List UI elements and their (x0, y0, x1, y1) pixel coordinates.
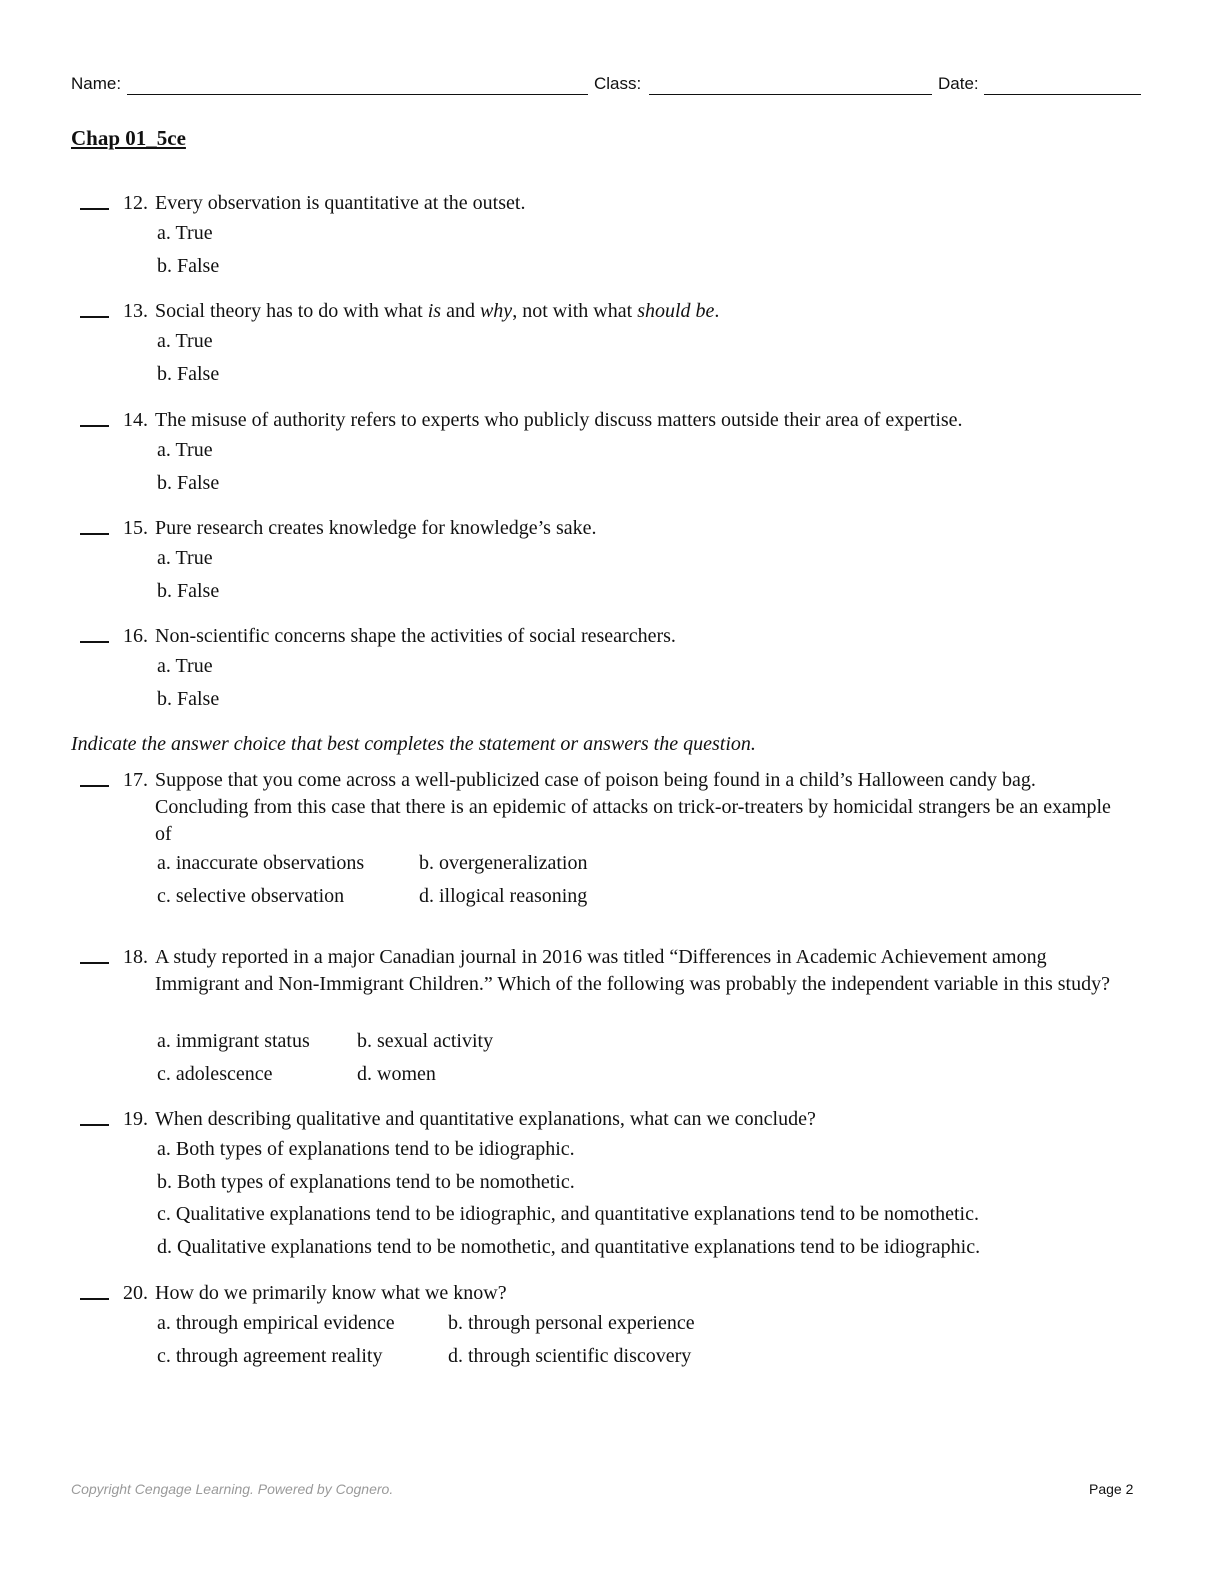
question-number: 17. (123, 769, 148, 791)
question-stem: The misuse of authority refers to experts who publicly discuss matters outside their area of expertise. (155, 409, 963, 431)
answer-blank[interactable] (80, 533, 109, 535)
class-field[interactable] (649, 94, 932, 95)
answer-blank[interactable] (80, 1124, 109, 1126)
date-label: Date: (938, 74, 979, 93)
class-label: Class: (594, 74, 642, 93)
option-c[interactable]: c. adolescence (157, 1063, 273, 1085)
option-a[interactable]: a. True (157, 222, 213, 244)
option-a[interactable]: a. immigrant status (157, 1030, 310, 1052)
name-field[interactable] (127, 94, 588, 95)
option-b[interactable]: b. False (157, 580, 220, 602)
option-d[interactable]: d. women (357, 1063, 436, 1085)
option-b[interactable]: b. through personal experience (448, 1312, 695, 1334)
answer-blank[interactable] (80, 962, 109, 964)
answer-blank[interactable] (80, 208, 109, 210)
option-c[interactable]: c. selective observation (157, 885, 345, 907)
option-b[interactable]: b. False (157, 688, 220, 710)
question-number: 16. (123, 625, 148, 647)
question-number: 19. (123, 1108, 148, 1130)
question-stem: When describing qualitative and quantitative explanations, what can we conclude? (155, 1108, 816, 1130)
question-stem: Every observation is quantitative at the outset. (155, 192, 526, 214)
option-a[interactable]: a. True (157, 330, 213, 352)
name-label: Name: (71, 74, 122, 93)
option-a[interactable]: a. Both types of explanations tend to be idiographic. (157, 1138, 575, 1160)
option-b[interactable]: b. overgeneralization (419, 852, 588, 874)
section-instruction: Indicate the answer choice that best completes the statement or answers the question. (71, 733, 756, 755)
question-number: 14. (123, 409, 148, 431)
option-a[interactable]: a. inaccurate observations (157, 852, 365, 874)
answer-blank[interactable] (80, 785, 109, 787)
question-stem: Suppose that you come across a well-publicized case of poison being found in a child’s Halloween candy bag. Concluding from this case that there is an epidemic of attacks on trick-or-treaters by homicidal strangers be an example of (155, 769, 1111, 845)
header (71, 72, 1141, 98)
option-d[interactable]: d. through scientific discovery (448, 1345, 692, 1367)
option-d[interactable]: d. illogical reasoning (419, 885, 588, 907)
answer-blank[interactable] (80, 425, 109, 427)
emphasis-why: why (479, 300, 513, 322)
question-stem: How do we primarily know what we know? (155, 1282, 507, 1304)
answer-blank[interactable] (80, 316, 109, 318)
chapter-title: Chap 01_5ce (71, 126, 186, 150)
option-d[interactable]: d. Qualitative explanations tend to be nomothetic, and quantitative explanations tend to be idiographic. (157, 1236, 981, 1258)
option-c[interactable]: c. Qualitative explanations tend to be idiographic, and quantitative explanations tend to be nomothetic. (157, 1203, 979, 1225)
option-a[interactable]: a. through empirical evidence (157, 1312, 395, 1334)
footer-copyright: Copyright Cengage Learning. Powered by Cognero. (71, 1481, 394, 1497)
option-a[interactable]: a. True (157, 439, 213, 461)
answer-blank[interactable] (80, 641, 109, 643)
question-number: 13. (123, 300, 148, 322)
option-b[interactable]: b. False (157, 472, 220, 494)
emphasis-should-be: should be (637, 300, 715, 322)
option-b[interactable]: b. sexual activity (357, 1030, 494, 1052)
question-number: 12. (123, 192, 148, 214)
question-stem: Pure research creates knowledge for knowledge’s sake. (155, 517, 597, 539)
emphasis-is: is (427, 300, 442, 322)
option-b[interactable]: b. Both types of explanations tend to be nomothetic. (157, 1171, 575, 1193)
page-number: Page 2 (1089, 1481, 1134, 1497)
date-field[interactable] (984, 94, 1141, 95)
option-c[interactable]: c. through agreement reality (157, 1345, 383, 1367)
question-stem: A study reported in a major Canadian journal in 2016 was titled “Differences in Academic Achievement among Immigrant and Non-Immigrant Children.” Which of the following was probably the independent variable in this study? (155, 946, 1110, 995)
question-number: 15. (123, 517, 148, 539)
question-stem: Social theory has to do with what is and why, not with what should be. (155, 300, 720, 322)
question-stem: Non-scientific concerns shape the activities of social researchers. (155, 625, 676, 647)
option-a[interactable]: a. True (157, 547, 213, 569)
option-b[interactable]: b. False (157, 363, 220, 385)
option-a[interactable]: a. True (157, 655, 213, 677)
question-number: 20. (123, 1282, 148, 1304)
answer-blank[interactable] (80, 1298, 109, 1300)
question-number: 18. (123, 946, 148, 968)
option-b[interactable]: b. False (157, 255, 220, 277)
